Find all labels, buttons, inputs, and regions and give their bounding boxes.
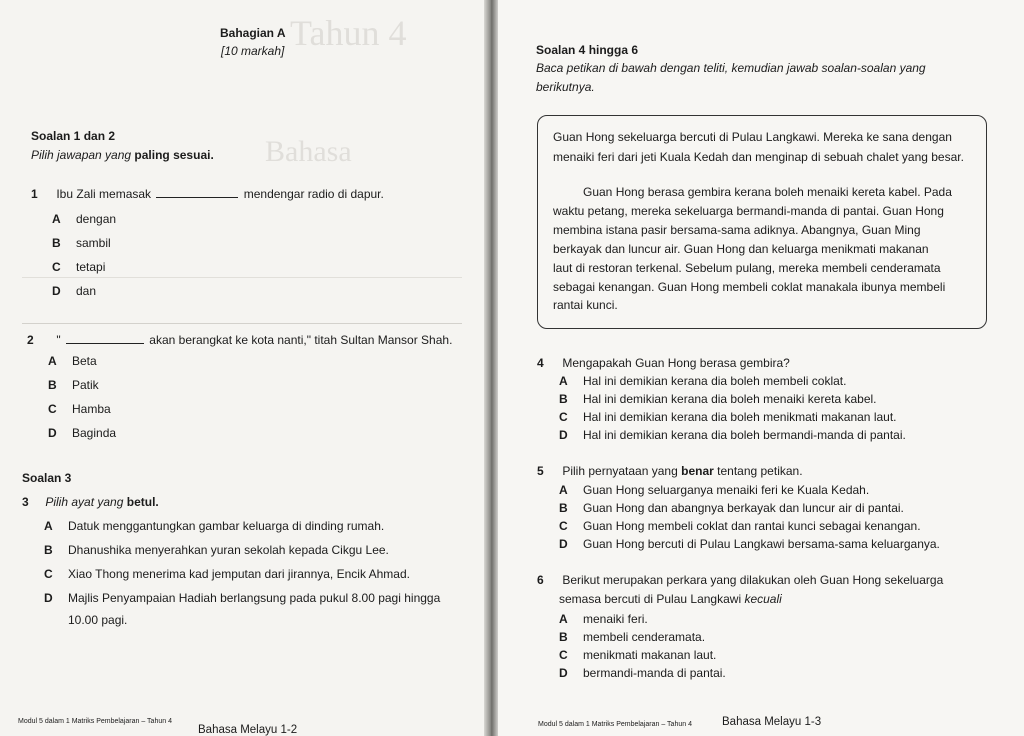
instruction-text: Pilih jawapan yang bbox=[31, 148, 132, 162]
instruction-line-1: Baca petikan di bawah dengan teliti, kemudian jawab soalan-soalan yang bbox=[536, 61, 926, 75]
option-text: sambil bbox=[76, 236, 111, 250]
option-letter: B bbox=[559, 392, 568, 406]
option-letter: A bbox=[48, 354, 57, 368]
section-title: Bahagian A bbox=[220, 26, 286, 40]
passage-line: Guan Hong sekeluarga bercuti di Pulau Langkawi. Mereka ke sana dengan bbox=[553, 130, 952, 144]
passage-box bbox=[537, 115, 987, 329]
option-letter: C bbox=[52, 260, 61, 274]
option-q6-b[interactable] bbox=[559, 630, 705, 644]
option-letter: D bbox=[559, 666, 568, 680]
group-title: Soalan 4 hingga 6 bbox=[536, 43, 639, 57]
group-title: Soalan 3 bbox=[22, 471, 72, 485]
option-q3-c[interactable] bbox=[44, 567, 410, 581]
option-text: bermandi-manda di pantai. bbox=[583, 666, 726, 680]
open-quote: " bbox=[56, 333, 61, 347]
question-2 bbox=[27, 333, 452, 347]
option-letter: C bbox=[559, 519, 568, 533]
option-q5-a[interactable] bbox=[559, 483, 869, 497]
instruction-emphasis: paling sesuai. bbox=[134, 148, 214, 162]
passage-line: menaiki feri dari jeti Kuala Kedah dan menginap di sebuah chalet yang besar. bbox=[553, 150, 964, 164]
option-q2-d[interactable] bbox=[48, 426, 116, 440]
passage-line: rantai kunci. bbox=[553, 298, 618, 312]
option-text: Baginda bbox=[72, 426, 117, 440]
question-6-line-2 bbox=[559, 592, 782, 606]
bleed-through-line bbox=[22, 323, 462, 324]
option-q4-d[interactable] bbox=[559, 428, 906, 442]
question-stem-end: mendengar radio di dapur. bbox=[243, 187, 384, 201]
question-3 bbox=[22, 495, 159, 509]
option-text: membeli cenderamata. bbox=[583, 630, 706, 644]
option-text: Hamba bbox=[72, 402, 111, 416]
option-text: Hal ini demikian kerana dia boleh menaiki kereta kabel. bbox=[583, 392, 877, 406]
option-text: menikmati makanan laut. bbox=[583, 648, 717, 662]
option-text: Beta bbox=[72, 354, 97, 368]
option-letter: A bbox=[52, 212, 61, 226]
option-q3-b[interactable] bbox=[44, 543, 389, 557]
option-q3-a[interactable] bbox=[44, 519, 384, 533]
option-q6-d[interactable] bbox=[559, 666, 726, 680]
option-letter: A bbox=[559, 374, 568, 388]
option-letter: A bbox=[559, 483, 568, 497]
option-letter: B bbox=[52, 236, 61, 250]
option-letter: C bbox=[559, 410, 568, 424]
option-letter: D bbox=[52, 284, 61, 298]
passage-line: sebagai kenangan. Guan Hong membeli coklat manakala ibunya membeli bbox=[553, 280, 946, 294]
option-q2-b[interactable] bbox=[48, 378, 99, 392]
instruction-emphasis: betul. bbox=[126, 495, 159, 509]
footer-module: Modul 5 dalam 1 Matriks Pembelajaran – Tahun 4 bbox=[538, 721, 692, 728]
option-text: Hal ini demikian kerana dia boleh membeli coklat. bbox=[583, 374, 847, 388]
question-text: Berikut merupakan perkara yang dilakukan oleh Guan Hong sekeluarga bbox=[562, 573, 944, 587]
option-text: Xiao Thong menerima kad jemputan dari jirannya, Encik Ahmad. bbox=[68, 567, 410, 581]
option-letter: A bbox=[44, 519, 53, 533]
option-q6-a[interactable] bbox=[559, 612, 648, 626]
option-q3-d[interactable] bbox=[44, 591, 440, 605]
instruction bbox=[31, 148, 214, 162]
option-letter: D bbox=[44, 591, 53, 605]
passage-line: laut di restoran terkenal. Sebelum pulang, mereka membeli cenderamata bbox=[553, 261, 941, 275]
footer-subject: Bahasa Melayu 1-2 bbox=[198, 724, 298, 736]
option-text: Guan Hong dan abangnya berkayak dan luncur air di pantai. bbox=[583, 501, 904, 515]
question-emphasis: kecuali bbox=[744, 592, 782, 606]
option-letter: C bbox=[48, 402, 57, 416]
passage-line: berkayak dan luncur air. Guan Hong dan keluarga menikmati makanan bbox=[553, 242, 929, 256]
group-title: Soalan 1 dan 2 bbox=[31, 129, 116, 143]
question-6 bbox=[537, 573, 943, 587]
option-text: Datuk menggantungkan gambar keluarga di dinding rumah. bbox=[68, 519, 385, 533]
option-letter: B bbox=[48, 378, 57, 392]
option-letter: D bbox=[559, 537, 568, 551]
question-text: Mengapakah Guan Hong berasa gembira? bbox=[562, 356, 790, 370]
option-q4-c[interactable] bbox=[559, 410, 897, 424]
question-text-end: tentang petikan. bbox=[717, 464, 803, 478]
question-5 bbox=[537, 464, 803, 478]
footer-subject: Bahasa Melayu 1-3 bbox=[722, 716, 822, 728]
option-q5-c[interactable] bbox=[559, 519, 921, 533]
option-text: tetapi bbox=[76, 260, 106, 274]
question-emphasis: benar bbox=[681, 464, 714, 478]
option-letter: B bbox=[559, 630, 568, 644]
option-q5-d[interactable] bbox=[559, 537, 940, 551]
option-letter: C bbox=[559, 648, 568, 662]
question-number: 1 bbox=[31, 187, 38, 201]
question-stem-end: akan berangkat ke kota nanti," titah Sultan Mansor Shah. bbox=[149, 333, 453, 347]
question-4 bbox=[537, 356, 790, 370]
option-q3-d-continuation: 10.00 pagi. bbox=[68, 613, 128, 627]
option-q2-c[interactable] bbox=[48, 402, 111, 416]
question-stem-start: Ibu Zali memasak bbox=[56, 187, 152, 201]
option-q6-c[interactable] bbox=[559, 648, 716, 662]
question-number: 3 bbox=[22, 495, 29, 509]
passage-line: Guan Hong berasa gembira kerana boleh menaiki kereta kabel. Pada bbox=[583, 185, 952, 199]
option-text: Guan Hong membeli coklat dan rantai kunci sebagai kenangan. bbox=[583, 519, 921, 533]
bleed-through-text: Tahun 4 bbox=[290, 13, 407, 53]
option-q4-a[interactable] bbox=[559, 374, 846, 388]
option-text: Hal ini demikian kerana dia boleh menikmati makanan laut. bbox=[583, 410, 897, 424]
question-text: semasa bercuti di Pulau Langkawi bbox=[559, 592, 742, 606]
option-text: dan bbox=[76, 284, 97, 298]
option-text: Patik bbox=[72, 378, 99, 392]
bleed-through-text: Bahasa bbox=[265, 135, 352, 168]
option-letter: D bbox=[559, 428, 568, 442]
option-q5-b[interactable] bbox=[559, 501, 904, 515]
passage-line: membina istana pasir bersama-sama adiknya. Abangnya, Guan Ming bbox=[553, 223, 921, 237]
answer-blank bbox=[156, 187, 238, 198]
option-text: Hal ini demikian kerana dia boleh bermandi-manda di pantai. bbox=[583, 428, 906, 442]
question-number: 4 bbox=[537, 356, 544, 370]
option-q4-b[interactable] bbox=[559, 392, 877, 406]
option-letter: D bbox=[48, 426, 57, 440]
option-text: Guan Hong seluarganya menaiki feri ke Kuala Kedah. bbox=[583, 483, 870, 497]
option-text: Majlis Penyampaian Hadiah berlangsung pada pukul 8.00 pagi hingga bbox=[68, 591, 441, 605]
footer-module: Modul 5 dalam 1 Matriks Pembelajaran – Tahun 4 bbox=[18, 718, 172, 725]
question-1 bbox=[31, 187, 384, 201]
book-gutter bbox=[484, 0, 498, 736]
option-letter: B bbox=[559, 501, 568, 515]
question-number: 6 bbox=[537, 573, 544, 587]
question-number: 2 bbox=[27, 333, 34, 347]
option-text: Dhanushika menyerahkan yuran sekolah kepada Cikgu Lee. bbox=[68, 543, 389, 557]
bleed-through-line bbox=[22, 277, 462, 278]
option-q1-c[interactable] bbox=[52, 260, 105, 274]
option-text: Guan Hong bercuti di Pulau Langkawi bersama-sama keluarganya. bbox=[583, 537, 940, 551]
instruction-text: Pilih ayat yang bbox=[45, 495, 124, 509]
option-letter: B bbox=[44, 543, 53, 557]
question-number: 5 bbox=[537, 464, 544, 478]
option-letter: A bbox=[559, 612, 568, 626]
option-q1-a[interactable] bbox=[52, 212, 116, 226]
option-q1-b[interactable] bbox=[52, 236, 111, 250]
question-text: Pilih pernyataan yang bbox=[562, 464, 678, 478]
option-q1-d[interactable] bbox=[52, 284, 96, 298]
marks-label: [10 markah] bbox=[221, 44, 285, 58]
option-q2-a[interactable] bbox=[48, 354, 97, 368]
instruction-line-2: berikutnya. bbox=[536, 80, 595, 94]
answer-blank bbox=[66, 333, 144, 344]
option-text: dengan bbox=[76, 212, 117, 226]
option-letter: C bbox=[44, 567, 53, 581]
option-text: menaiki feri. bbox=[583, 612, 648, 626]
passage-line: waktu petang, mereka sekeluarga bermandi-manda di pantai. Guan Hong bbox=[553, 204, 944, 218]
